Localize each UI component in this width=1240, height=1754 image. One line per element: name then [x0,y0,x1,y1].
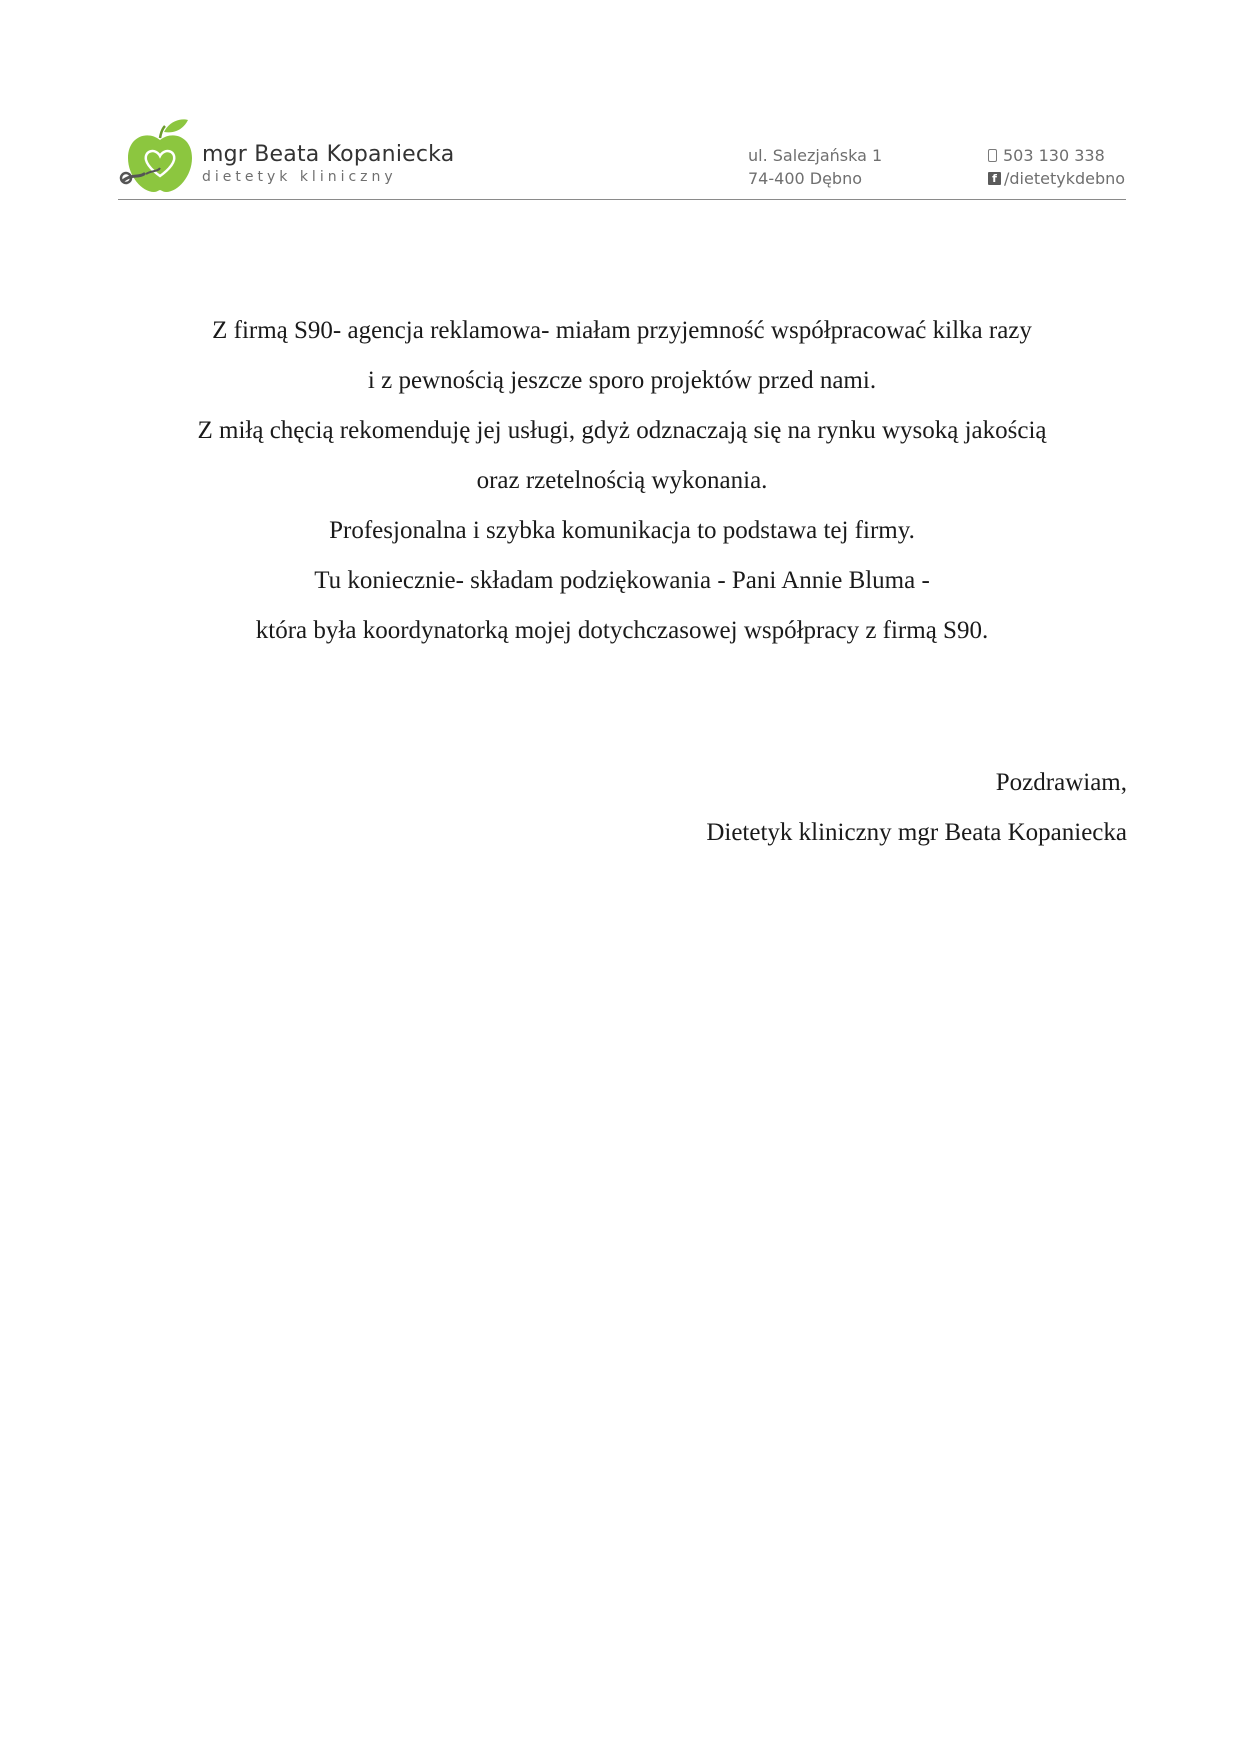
body-line: i z pewnością jeszcze sporo projektów przed nami. [367,367,877,394]
body-line: Tu koniecznie- składam podziękowania - Pani Annie Bluma - [314,567,930,594]
apple-logo-icon [118,116,202,196]
signatory-name: Dietetyk kliniczny mgr Beata Kopaniecka [706,819,1127,846]
body-line: Z miłą chęcią rekomenduję jej usługi, gdyż odznaczają się na rynku wysoką jakością [197,417,1047,444]
body-line: oraz rzetelnością wykonania. [476,467,768,494]
facebook-icon: f [988,172,1001,185]
phone-icon [988,149,997,162]
brand [202,142,454,185]
letterhead [118,112,1126,202]
greeting: Pozdrawiam, [995,769,1127,796]
brand-name: mgr Beata Kopaniecka [202,142,455,167]
body-line: która była koordynatorką mojej dotychczasowej współpracy z firmą S90. [255,617,989,644]
brand-subtitle: dietetyk kliniczny [202,169,397,185]
letter-body [118,306,1126,656]
facebook-handle: /dietetykdebno [1004,169,1126,188]
address-block [748,144,882,190]
body-line: Profesjonalna i szybka komunikacja to podstawa tej firmy. [329,517,915,544]
body-line: Z firmą S90- agencja reklamowa- miałam przyjemność współpracować kilka razy [212,317,1032,344]
phone-row [988,144,1125,167]
header-divider [118,199,1126,200]
address-city: 74-400 Dębno [748,169,863,188]
contact-block [988,144,1125,190]
address-street: ul. Salezjańska 1 [748,146,883,165]
facebook-row [988,167,1125,190]
signature-block [706,758,1127,858]
phone-number: 503 130 338 [1003,146,1105,165]
